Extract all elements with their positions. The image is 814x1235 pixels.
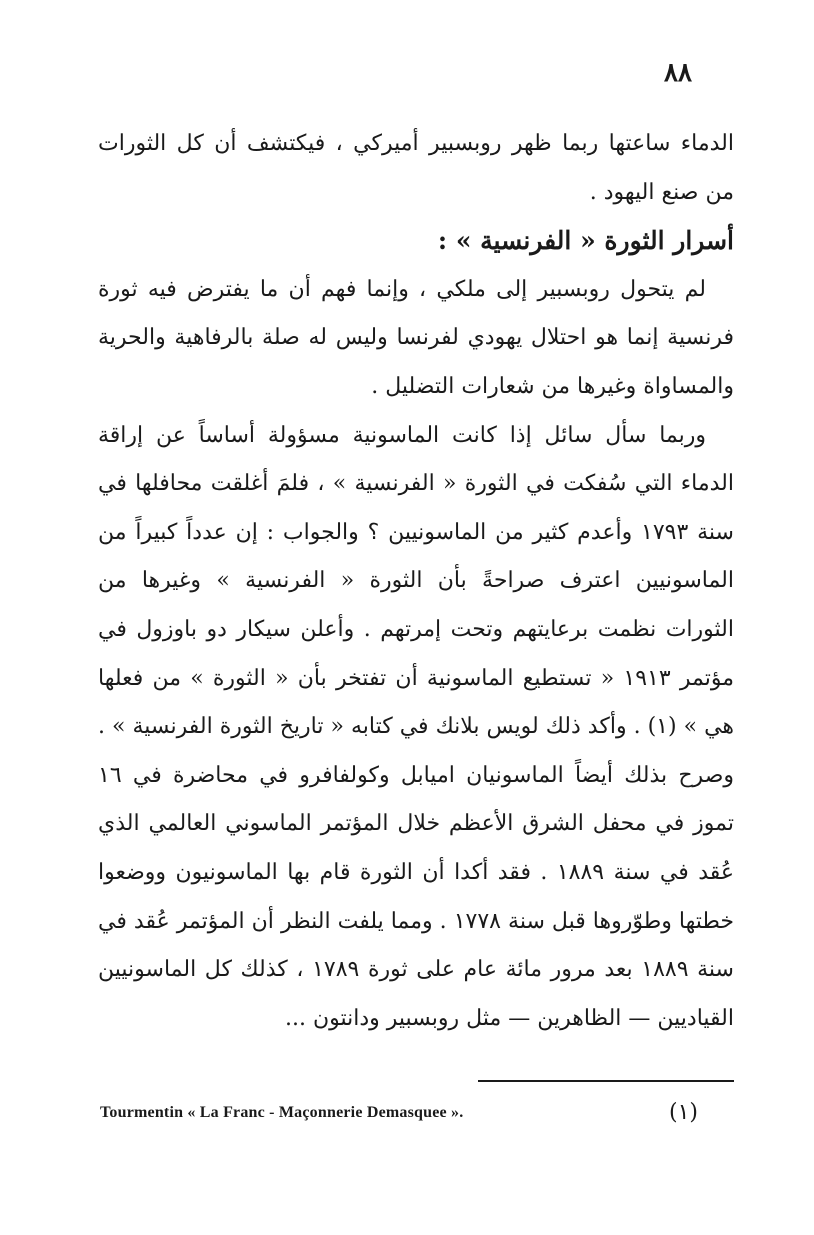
footnote-divider bbox=[478, 1080, 734, 1082]
section-heading: أسرار الثورة « الفرنسية » : bbox=[437, 226, 734, 256]
footnote-text: Tourmentin « La Franc - Maçonnerie Demasquee ». bbox=[100, 1104, 464, 1121]
footnote-mark: (١) bbox=[668, 1100, 698, 1125]
footnote bbox=[100, 1100, 734, 1132]
paragraph-continuation: الدماء ساعتها ربما ظهر روبسبير أميركي ، فيكتشف أن كل الثورات من صنع اليهود . bbox=[98, 131, 734, 205]
page-number: ٨٨ bbox=[664, 58, 692, 88]
paragraph-freemasonry: وربما سأل سائل إذا كانت الماسونية مسؤولة أساساً عن إراقة الدماء التي سُفكت في الثورة « الفرنسية » ، فلمَ أغلقت محافلها في سنة ١٧٩٣ وأعدم كثير من الماسونيين ؟ والجواب : إن عدداً كبيراً من الماسونيين اعترف صراحةً بأن الثورة « الفرنسية » وغيرها من الثورات نظمت برعايتهم وتحت إمرتهم . وأعلن سيكار دو باوزول في مؤتمر ١٩١٣ « تستطيع الماسونية أن تفتخر بأن « الثورة » من فعلها هي » (١) . وأكد ذلك لويس بلانك في كتابه « تاريخ الثورة الفرنسية » . وصرح بذلك أيضاً الماسونيان اميابل وكولفافرو في محاضرة في ١٦ تموز في محفل الشرق الأعظم خلال المؤتمر الماسوني العالمي الذي عُقد في سنة ١٨٨٩ . فقد أكدا أن الثورة قام بها الماسونيون ووضعوا خطتها وطوّروها قبل سنة ١٧٧٨ . ومما يلفت النظر أن المؤتمر عُقد في سنة ١٨٨٩ بعد مرور مائة عام على ثورة ١٧٨٩ ، كذلك كل الماسونيين القياديين — الظاهرين — مثل روبسبير ودانتون ... bbox=[98, 422, 735, 1031]
paragraph-robespierre: لم يتحول روبسبير إلى ملكي ، وإنما فهم أن ما يفترض فيه ثورة فرنسية إنما هو احتلال يهودي لفرنسا وليس له صلة بالرفاهية والحرية والمساواة وغيرها من شعارات التضليل . bbox=[98, 276, 734, 399]
main-text bbox=[98, 120, 734, 1043]
